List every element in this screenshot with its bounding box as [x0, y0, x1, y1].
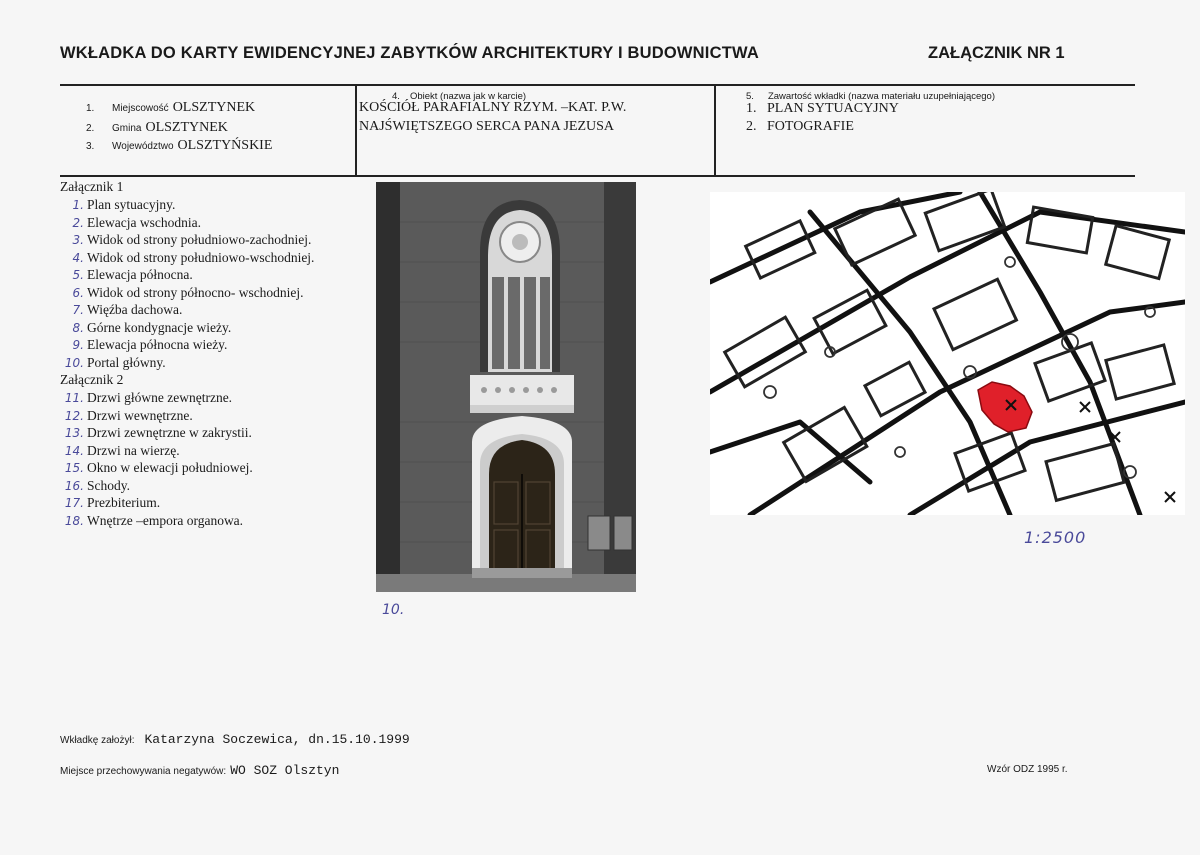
item-number: 3. — [72, 233, 84, 247]
item-number: 8. — [72, 320, 84, 335]
item-number: 13. — [64, 426, 84, 440]
contents-caption-text: Zawartość wkładki (nazwa materiału uzupełniającego) — [767, 91, 995, 102]
document-title: WKŁADKA DO KARTY EWIDENCYJNEJ ZABYTKÓW ARCHITEKTURY I BUDOWNICTWA — [60, 44, 759, 62]
section-1-items — [60, 196, 390, 371]
section-heading: Załącznik 1 — [60, 179, 124, 194]
attachment-item — [60, 407, 390, 425]
attachment-item — [60, 231, 390, 249]
field-town — [86, 98, 255, 116]
item-text: Elewacja północna wieży. — [87, 337, 228, 352]
item-text: Widok od strony południowo-wschodniej. — [87, 249, 315, 265]
attachment-item — [60, 459, 390, 477]
item-number: 15. — [64, 461, 84, 475]
item-number: 7. — [72, 303, 84, 317]
item-number: 10. — [64, 355, 84, 370]
item-text: Drzwi zewnętrzne w zakrystii. — [87, 425, 252, 440]
created-by-row — [60, 730, 410, 748]
item-text: Wnętrze –empora organowa. — [87, 512, 244, 528]
attachment-item — [60, 389, 390, 407]
item-number: 2. — [72, 215, 84, 230]
map-scale: 1:2500 — [1024, 528, 1087, 547]
object-caption-text: Obiekt (nazwa jak w karcie) — [409, 91, 527, 102]
item-text: Widok od strony południowo-zachodniej. — [87, 232, 312, 247]
attachment-list — [60, 178, 390, 529]
form-pattern: Wzór ODZ 1995 r. — [987, 764, 1068, 775]
item-text: Więźba dachowa. — [87, 302, 183, 317]
attachment-item — [60, 301, 390, 319]
attachment-item — [60, 336, 390, 354]
field-label: Gmina — [112, 123, 142, 134]
item-text: Elewacja północna. — [87, 267, 193, 282]
table-bottom-rule — [60, 175, 1135, 177]
item-text: Prezbiterium. — [87, 495, 161, 510]
item-number: 14. — [64, 443, 84, 458]
attachment-item — [60, 354, 390, 372]
object-name-line-2: NAJŚWIĘTSZEGO SERCA PANA JEZUSA — [359, 119, 615, 134]
attachment-item — [60, 477, 390, 495]
attachment-item — [60, 284, 390, 302]
item-text: Widok od strony północno- wschodniej. — [87, 284, 304, 300]
section-2-items — [60, 389, 390, 529]
item-text: Elewacja wschodnia. — [87, 214, 201, 230]
attachment-item — [60, 442, 390, 460]
item-text: Drzwi główne zewnętrzne. — [87, 390, 233, 405]
item-number: 9. — [72, 338, 84, 352]
attachment-item — [60, 494, 390, 512]
attachment-label: ZAŁĄCZNIK NR 1 — [928, 44, 1065, 62]
field-value: OLSZTYŃSKIE — [177, 138, 273, 153]
field-value: OLSZTYNEK — [172, 100, 256, 115]
table-divider-2 — [714, 84, 716, 176]
item-number: 4. — [72, 250, 84, 265]
church-portal-photo — [376, 182, 636, 592]
attachment-item — [60, 214, 390, 232]
item-number: 5. — [72, 268, 84, 282]
contents-item: 1. PLAN SYTUACYJNY — [746, 101, 899, 116]
field-label: Województwo — [112, 141, 174, 152]
item-text: Portal główny. — [87, 354, 166, 370]
item-number: 16. — [64, 478, 84, 493]
table-divider-1 — [355, 84, 357, 176]
created-by-value: Katarzyna Soczewica, dn.15.10.1999 — [144, 732, 410, 747]
field-number: 1. — [86, 103, 95, 114]
item-number: 12. — [64, 408, 84, 423]
attachment-item — [60, 196, 390, 214]
item-number: 11. — [64, 391, 84, 405]
object-caption-number: 4. — [392, 91, 400, 102]
item-text: Schody. — [87, 477, 130, 493]
situational-map — [710, 192, 1185, 515]
created-by-label: Wkładkę założył: — [60, 735, 135, 746]
item-text: Drzwi wewnętrzne. — [87, 407, 193, 423]
field-number: 3. — [86, 141, 95, 152]
storage-row — [60, 761, 339, 779]
item-number: 17. — [64, 496, 84, 510]
attachment-item — [60, 512, 390, 530]
section-heading: Załącznik 2 — [60, 372, 124, 387]
photo-number: 10. — [382, 602, 405, 618]
attachment-item — [60, 249, 390, 267]
field-number: 2. — [86, 123, 95, 134]
contents-caption-number: 5. — [746, 91, 754, 102]
object-name-line-1: KOŚCIÓŁ PARAFIALNY RZYM. –KAT. P.W. — [359, 100, 627, 115]
item-number: 6. — [72, 285, 84, 300]
storage-label: Miejsce przechowywania negatywów: — [60, 766, 227, 777]
field-commune — [86, 118, 228, 136]
contents-item: 2. FOTOGRAFIE — [746, 119, 854, 134]
attachment-item — [60, 319, 390, 337]
storage-value: WO SOZ Olsztyn — [230, 763, 340, 778]
item-text: Drzwi na wierzę. — [87, 442, 180, 458]
field-value: OLSZTYNEK — [145, 120, 228, 135]
item-text: Górne kondygnacje wieży. — [87, 319, 232, 335]
attachment-item — [60, 424, 390, 442]
item-number: 18. — [64, 513, 84, 528]
item-text: Okno w elewacji południowej. — [87, 460, 253, 475]
field-label: Miejscowość — [112, 103, 169, 114]
field-voivodeship — [86, 136, 272, 154]
item-number: 1. — [72, 198, 84, 212]
item-text: Plan sytuacyjny. — [87, 197, 176, 212]
attachment-item — [60, 266, 390, 284]
